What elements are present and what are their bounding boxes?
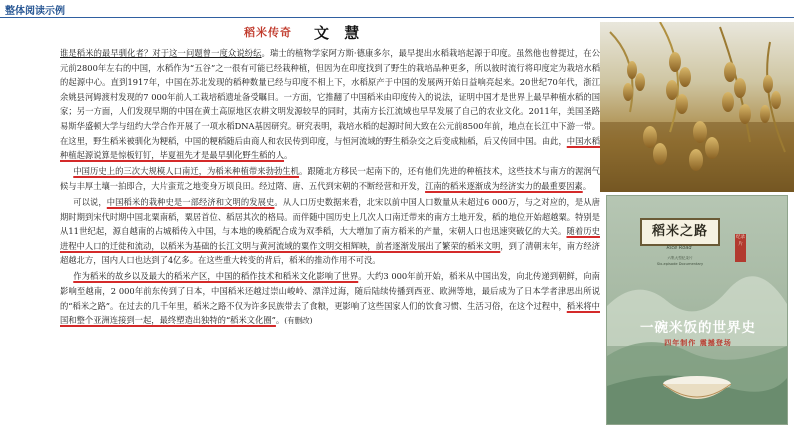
p3-highlight: 随着历史进程中人口的迁徙和流动，以稻米为基础的长江文明与黄河流域的粟作文明交相辉映，前者逐渐发展出了繁荣的稻米文明 <box>60 226 600 251</box>
header-rule <box>0 17 794 18</box>
paragraph-1 <box>60 46 600 163</box>
p4-seg: 。大约3 000年前开始，稻米从中国出发，向北传递到朝鲜，向南影响至越南，2 000年前东传到了日本，中国稻米还越过崇山峻岭、漂洋过海，随后陆续传播到西亚、欧洲等地，最后成为了日本学者津思出所说的“稻米之路”。在过去的几千年里，稻米之路不仅为许多民族带去了食粮，更影响了这些国家人们的饮食习惯、生活习俗，在这个过程中， <box>60 271 600 311</box>
book-tagline: 四年制作 震撼登场 <box>664 338 732 347</box>
header-label: 整体阅读示例 <box>5 6 65 17</box>
p1-seg: 。瑞士的植物学家阿方斯·德康多尔，最早提出水稻栽培起源于印度。虽然他也曾提过，在公元前2800年左右的中国，水稻作为“五谷”之一很有可能已经栽种植，但因为在印度找到了野生的栽培品种更多，所以彼时流行将印度定为栽培水稻的起源中心。直到1917年，中国在苏北发现的稻种数量已经与印度不相上下，水稻原产于中国的发展两开始日益响亮起来。20世纪70年代，浙江余姚县河姆渡村发现的7 000年前人工栽培稻遗址备受瞩目。一方面，它推翻了中国稻米由印度传入的说法，证明中国才是世界上最早种植水稻的国家；另一方面，人们发现早期的中国在黄土高原地区农耕文明发源较早的同时，其南方长江流域也早早发展了自己的农业文化。2011年，美国圣路易斯华盛顿大学与纽约大学合作开展了一项水稻DNA基因研究。研究表明，栽培水稻的起源时间大致在公元前8500年前，地点在长江中下游一带。在这里，野生稻米被驯化为粳稻，中国的粳稻随后由商人和农民传到印度，与恒河流域的野生稻杂交之后变成籼稻，后又传回中国。由此， <box>60 48 600 146</box>
p2-highlight: 中国历史上的三次大规模人口南迁，为稻米种植带来勃勃生机 <box>73 166 300 177</box>
p1-highlight: 中国水稻种植起源说算是惊板钉钉，毕夏祖先才是最早驯化野生稻的人 <box>60 135 600 161</box>
book-big-title: 一碗米饭的世界史 <box>640 320 756 336</box>
book-cover <box>606 195 788 425</box>
book-small-line2: Six-episode Documentary <box>656 262 704 266</box>
book-subtitle: Rice Road <box>666 245 692 251</box>
book-small-line1: 六集大型纪录片 <box>667 256 693 260</box>
rice-bowl-icon <box>647 374 747 408</box>
paragraph-3 <box>60 195 600 268</box>
p3-seg: 可以说， <box>73 196 107 207</box>
paragraph-2 <box>60 164 600 193</box>
p3-highlight: 中国稻米的栽种史是一部经济和文明的发展史 <box>106 196 275 207</box>
p3-seg: ，到了清朝末年，南方经济超越北方，国内人口也达到了4亿多。在这些重大转变的背后，稻米的推动作用不可没。 <box>60 240 600 266</box>
book-seal: 纪录片 <box>735 234 746 262</box>
p4-seg: 。 <box>275 315 285 326</box>
title-author: 文 慧 <box>314 24 365 42</box>
source-note: (有删改) <box>284 316 313 326</box>
rice-ears-image <box>600 22 794 192</box>
paragraph-4 <box>60 269 600 328</box>
p4-highlight: 作为稻米的故乡以及最大的稻米产区，中国的稻作技术和稻米文化影响了世界 <box>73 271 359 282</box>
article-title <box>244 22 444 42</box>
article-body <box>60 46 600 330</box>
title-tag: 稻米传奇 <box>244 26 292 39</box>
p2-highlight: 江南的稻米逐渐成为经济实力的最重要因素 <box>425 180 583 191</box>
rice-photo <box>600 22 794 192</box>
p1-seg: 。 <box>284 150 293 161</box>
p2-seg: 。 <box>582 180 592 191</box>
p1-seg: 谁是稻米的最早驯化者？对于这一问题曾一度众说纷纭 <box>60 48 262 58</box>
p2-seg: 。跟随北方移民一起南下的，还有他们先进的种植技术，这些技术与南方的渥润气候与丰厚土壤一拍即合，大片蛮荒之地变身万顷良田。经过隋、唐、五代到宋朝的不断经营和开发， <box>60 166 600 191</box>
book-title: 稻米之路 <box>640 218 720 246</box>
p4-highlight: 稻米将中国和整个亚洲连接到一起，最终塑造出独特的“稻米文化圈” <box>60 300 600 326</box>
p3-seg: 。从人口历史数据来看，北宋以前中国人口数量从未超过6 000万，与之对应的，是从唐期时期到宋代时期中国北粟南稻，粟居首位、稻居其次的格局。而伴随中国历史上几次人口南迁带来的南方土地开发，稻的地位开始超越粟。特别是从11世纪起，源自越南的占城稻传入中国，与本地的晚稻配合成为双季稻，大大增加了南方稻米的产量，宋朝人口也迅速突破亿的大关。 <box>60 196 600 237</box>
